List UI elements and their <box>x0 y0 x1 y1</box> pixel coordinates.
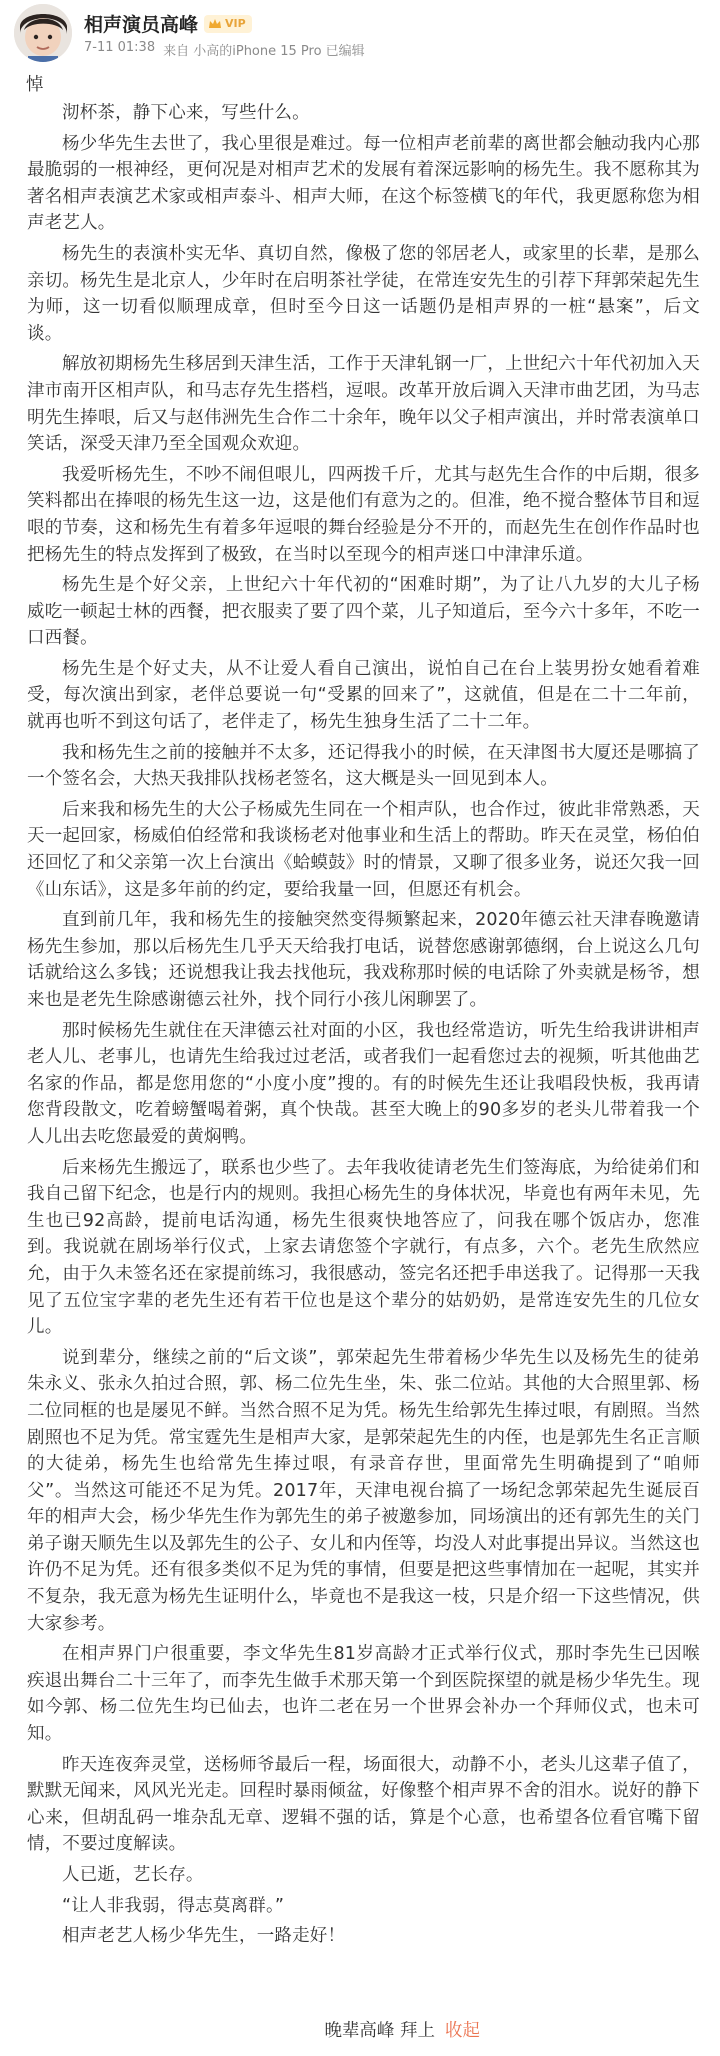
avatar[interactable] <box>14 4 72 62</box>
vip-badge[interactable] <box>204 15 252 33</box>
post-timestamp: 7-11 01:38 <box>84 40 156 55</box>
author-name[interactable]: 相声演员高峰 <box>84 14 199 36</box>
article-title: 悼 <box>26 75 44 95</box>
article-body <box>0 70 720 1950</box>
article-paragraph: 我爱听杨先生，不吵不闹但哏儿，四两拨千斤，尤其与赵先生合作的中后期，很多笑料都出在捧哏的杨先生这一边，这是他们有意为之的。但准，绝不搅合整体节目和逗哏的节奏，这和杨先生有着多年逗哏的舞台经验是分不开的，而赵先生在创作作品时也把杨先生的特点发挥到了极致，在当时以至现今的相声迷口中津津乐道。 <box>27 464 700 565</box>
vip-badge-label: VIP <box>225 17 246 30</box>
signature-row <box>324 2017 480 2042</box>
child-avatar-icon <box>14 4 72 62</box>
article-paragraph: “让人非我弱，得志莫离群。” <box>62 1895 285 1916</box>
author-info <box>84 10 252 37</box>
article-paragraph: 杨先生是个好丈夫，从不让爱人看自己演出，说怕自己在台上装男扮女她看着难受，每次演出到家，老伴总要说一句“受累的回来了”，这就值，但是在二十二年前，就再也听不到这句话了，老伴走了，杨先生独身生活了二十二年。 <box>27 658 700 733</box>
article-paragraph: 解放初期杨先生移居到天津生活，工作于天津轧钢一厂，上世纪六十年代初加入天津市南开区相声队，和马志存先生搭档，逗哏。改革开放后调入天津市曲艺团，为马志明先生捧哏，后又与赵伟洲先生合作二十余年，晚年以父子相声演出，并时常表演单口笑话，深受天津乃至全国观众欢迎。 <box>27 354 700 455</box>
post-meta <box>84 40 365 59</box>
article-paragraph: 后来我和杨先生的大公子杨威先生同在一个相声队，也合作过，彼此非常熟悉，天天一起回家，杨威伯伯经常和我谈杨老对他事业和生活上的帮助。昨天在灵堂，杨伯伯还回忆了和父亲第一次上台演出《蛤蟆鼓》时的情景，又聊了很多业务，说还欠我一回《山东话》，这是多年前的约定，要给我量一回，但愿还有机会。 <box>27 799 700 900</box>
paragraph-list <box>0 100 720 1950</box>
post-source: 来自 小高的iPhone 15 Pro 已编辑 <box>163 44 365 59</box>
article-paragraph: 杨少华先生去世了，我心里很是难过。每一位相声老前辈的离世都会触动我内心那最脆弱的一根神经，更何况是对相声艺术的发展有着深远影响的杨先生。我不愿称其为著名相声表演艺术家或相声泰斗、相声大师，在这个标签横飞的年代，我更愿称您为相声老艺人。 <box>27 133 700 234</box>
article-paragraph: 昨天连夜奔灵堂，送杨师爷最后一程，场面很大，动静不小，老头儿这辈子值了，默默无闻来，风风光光走。回程时暴雨倾盆，好像整个相声界不舍的泪水。说好的静下心来，但胡乱码一堆杂乱无章、逻辑不强的话，算是个心意，也希望各位看官嘴下留情，不要过度解读。 <box>27 1754 700 1855</box>
article-paragraph: 说到辈分，继续之前的“后文谈”，郭荣起先生带着杨少华先生以及杨先生的徒弟朱永义、张永久拍过合照，郭、杨二位先生坐，朱、张二位站。其他的大合照里郭、杨二位同框的也是屡见不鲜。当然合照不足为凭。杨先生给郭先生捧过哏，有剧照。当然剧照也不足为凭。常宝霆先生是相声大家，是郭荣起先生的内侄，也是郭先生名正言顺的大徒弟，杨先生也给常先生捧过哏，有录音存世，里面常先生明确提到了“咱师父”。当然这可能还不足为凭。2017年，天津电视台搞了一场纪念郭荣起先生诞辰百年的相声大会，杨少华先生作为郭先生的弟子被邀参加，同场演出的还有郭先生的关门弟子谢天顺先生以及郭先生的公子、女儿和内侄等，均没人对此事提出异议。当然这也许仍不足为凭。还有很多类似不足为凭的事情，但要是把这些事情加在一起呢，其实并不复杂，我无意为杨先生证明什么，毕竟也不是我这一枝，只是介绍一下这些情况，供大家参考。 <box>27 1347 700 1634</box>
article-paragraph: 杨先生的表演朴实无华、真切自然，像极了您的邻居老人，或家里的长辈，是那么亲切。杨先生是北京人，少年时在启明茶社学徒，在常连安先生的引荐下拜郭荣起先生为师，这一切看似顺理成章，但时至今日这一话题仍是相声界的一桩“悬案”，后文谈。 <box>27 243 700 344</box>
article-paragraph: 直到前几年，我和杨先生的接触突然变得频繁起来，2020年德云社天津春晚邀请杨先生参加，那以后杨先生几乎天天给我打电话，说替您感谢郭德纲，台上说这么几句话就给这么多钱；还说想我让我去找他玩，我戏称那时候的电话除了外卖就是杨爷，想来也是老先生除感谢德云社外，找个同行小孩儿闲聊罢了。 <box>27 910 700 1010</box>
article-paragraph: 人已逝，艺长存。 <box>62 1865 204 1885</box>
signature: 晚辈高峰 拜上 <box>324 2021 435 2041</box>
crown-icon <box>208 18 222 30</box>
article-paragraph: 杨先生是个好父亲，上世纪六十年代初的“困难时期”，为了让八九岁的大儿子杨威吃一顿起士林的西餐，把衣服卖了要了四个菜，儿子知道后，至今六十多年，不吃一口西餐。 <box>27 575 700 649</box>
post-header <box>0 0 720 70</box>
collapse-link[interactable]: 收起 <box>445 2021 480 2041</box>
article-paragraph: 在相声界门户很重要，李文华先生81岁高龄才正式举行仪式，那时李先生已因喉疾退出舞台二十三年了，而李先生做手术那天第一个到医院探望的就是杨少华先生。现如今郭、杨二位先生均已仙去，也许二老在另一个世界会补办一个拜师仪式，也未可知。 <box>27 1644 700 1745</box>
article-paragraph: 我和杨先生之前的接触并不太多，还记得我小的时候，在天津图书大厦还是哪搞了一个签名会，大热天我排队找杨老签名，这大概是头一回见到本人。 <box>27 742 700 790</box>
article-paragraph: 后来杨先生搬远了，联系也少些了。去年我收徒请老先生们签海底，为给徒弟们和我自己留下纪念，也是行内的规则。我担心杨先生的身体状况，毕竟也有两年未见，先生也已92高龄，提前电话沟通，杨先生很爽快地答应了，问我在哪个饭店办，您准到。我说就在剧场举行仪式，上家去请您签个字就行，有点多，六个。老先生欣然应允，由于久未签名还在家提前练习，我很感动，签完名还把手串送我了。记得那一天我见了五位宝字辈的老先生还有若干位也是这个辈分的姑奶奶，是常连安先生的几位女儿。 <box>27 1157 700 1338</box>
article-paragraph: 那时候杨先生就住在天津德云社对面的小区，我也经常造访，听先生给我讲讲相声老人儿、老事儿，也请先生给我过过老活，或者我们一起看您过去的视频，听其他曲艺名家的作品，都是您用您的“小度小度”搜的。有的时候先生还让我唱段快板，我再请您背段散文，吃着螃蟹喝着粥，真个快哉。甚至大晚上的90多岁的老头儿带着我一个人儿出去吃您最爱的黄焖鸭。 <box>27 1020 700 1147</box>
article-paragraph: 沏杯茶，静下心来，写些什么。 <box>62 103 310 123</box>
article-paragraph: 相声老艺人杨少华先生，一路走好！ <box>62 1926 346 1947</box>
